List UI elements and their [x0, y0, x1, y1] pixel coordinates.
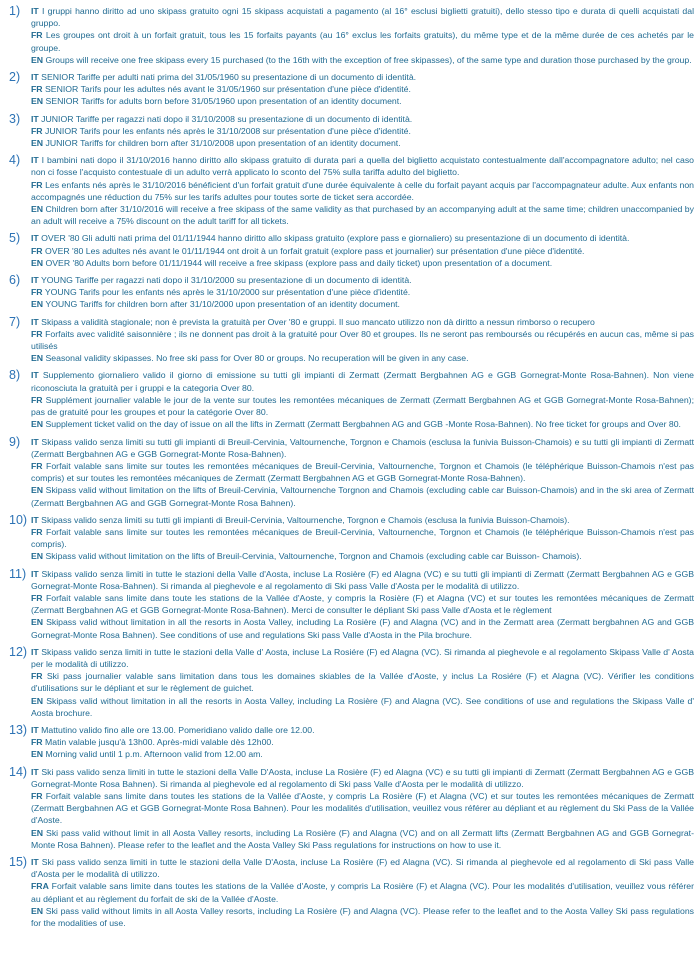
item-content: [31, 514, 695, 563]
lang-label: EN: [31, 353, 44, 364]
item-number: 14): [9, 764, 28, 779]
item-content: [31, 5, 695, 66]
lang-paragraph-it: [31, 316, 694, 328]
lang-paragraph-it: [31, 369, 694, 393]
lang-text: Ski pass valid without limits in all Aosta Valley resorts, including La Rosière (F) and Alagna (VC). Please refer to the leaflet and to the Aosta Valley Ski pass regulations for the modalities of use.: [31, 905, 694, 929]
lang-paragraph-fr: [31, 460, 694, 484]
lang-text: Skipass valido senza limiti in tutte le stazioni della Valle d' Aosta, incluse La Rosiére (F) ed Alagna (VC). Si rimanda al pieghevole e al regolamento Skipass Valle d' Aosta per le modalità di utilizzo.: [31, 646, 694, 669]
lang-paragraph-it: [31, 568, 694, 592]
lang-paragraph-en: [31, 95, 694, 107]
lang-text: Groups will receive one free skipass every 15 purchased (to the 16th with the exception of free skipasses), of the same type and duration those purchased by the group.: [45, 54, 692, 65]
lang-label: IT: [31, 436, 39, 447]
lang-label: FR: [31, 790, 43, 801]
lang-paragraph-en: [31, 827, 694, 851]
lang-label: FR: [31, 394, 43, 405]
lang-label: FR: [31, 125, 43, 136]
lang-paragraph-en: [31, 905, 694, 929]
lang-label: EN: [31, 54, 44, 65]
item-content: [31, 646, 695, 719]
lang-text: Forfait valable sans limite sur toutes les remontées mécaniques de Breuil-Cervinia, Valtournenche, Torgnon et Chamois (le téléphérique Buisson-Chamois n'est pas compris).: [31, 526, 694, 550]
lang-text: Supplément journalier valable le jour de la vente sur toutes les remontées mécaniques de Zermatt (Zermatt Bergbahnen AG et GGB Gornegrat-Monte Rosa-Bahnen); pas de gratuité pour les groupes et pour la catégorie Over 80.: [31, 394, 694, 418]
lang-paragraph-it: [31, 724, 694, 736]
lang-label: FR: [31, 179, 43, 190]
lang-paragraph-en: [31, 54, 694, 66]
list-item: [0, 568, 695, 641]
item-number: 15): [9, 855, 28, 869]
lang-text: Ski pass journalier valable sans limitation dans tous les domaines skiables de la Vallée d'Aoste, y inclus La Rosiére (F) et Alagna (VC). Vérifier les conditions d'utilisations sur le dépliant et sur le règlement de guichet.: [31, 671, 694, 694]
item-number: 5): [9, 231, 21, 246]
lang-text: Supplement ticket valid on the day of issue on all the lifts in Zermatt (Zermatt Bergbahnen AG and GGB -Monte Rosa-Bahnen). No free ticket for groups and Over 80.: [45, 419, 681, 430]
lang-label: EN: [31, 749, 44, 760]
lang-paragraph-it: [31, 71, 694, 83]
lang-text: Skipass valid without limitation on the lifts of Breuil-Cervinia, Valtournenche, Torgnon and Chamois (excluding cable car Buisson- Chamois).: [45, 551, 582, 562]
lang-label: FR: [31, 460, 43, 471]
lang-text: OVER '80 Gli adulti nati prima del 01/11/1944 hanno diritto allo skipass gratuito (explore pass e giornaliero) su presentazione di un documento di identità.: [41, 233, 630, 244]
lang-label: EN: [31, 695, 44, 706]
lang-text: YOUNG Tariffs for children born after 31/10/2000 upon presentation of an identity document.: [45, 299, 400, 310]
item-content: [31, 316, 695, 365]
lang-text: Skipass a validità stagionale; non è prevista la gratuità per Over '80 e gruppi. Il suo mancato utilizzo non dà diritto a nessun rimborso o recupero: [41, 316, 595, 327]
lang-paragraph-fr: [31, 328, 694, 352]
list-item: [0, 154, 695, 227]
item-number: 11): [9, 566, 27, 581]
terms-list: [0, 5, 695, 929]
lang-label: IT: [31, 646, 39, 657]
lang-label: EN: [31, 96, 44, 107]
lang-paragraph-en: [31, 137, 694, 149]
item-number: 7): [9, 314, 21, 329]
lang-label: EN: [31, 138, 44, 149]
item-content: [31, 568, 695, 641]
item-number: 10): [9, 512, 28, 527]
lang-text: Skipass valid without limitation on the lifts of Breuil-Cervinia, Valtournenche Torgnon and Chamois (excluding cable car Buisson-Chamois) and in the ski area of Zermatt (Zermatt Bergbahnen AG and GGB Gornegrat-Monte Rosa Bahnen).: [31, 485, 694, 508]
lang-text: Forfait valable sans limite dans toutes les stations de la Vallée d'Aoste, y compris La Rosière (F) et Alagna (VC) et sur toutes les remontées mécaniques de Zermatt (Zermatt Bergbahnen AG et GGB Gornegrat-Monte Rosa Bahnen). Pour les modalités d'utilisation, veuillez vous référer au dépliant et au règlement du Ski Pass de la Vallée d'Aoste.: [31, 790, 694, 826]
item-content: [31, 766, 695, 851]
lang-paragraph-fr: [31, 83, 694, 95]
lang-label: IT: [31, 155, 39, 166]
item-number: 13): [9, 722, 28, 737]
lang-paragraph-it: [31, 274, 694, 286]
lang-paragraph-it: [31, 113, 694, 125]
lang-label: IT: [31, 857, 39, 867]
lang-text: JUNIOR Tariffe per ragazzi nati dopo il 31/10/2008 su presentazione di un documento di identità.: [41, 113, 413, 124]
list-item: [0, 856, 695, 929]
lang-label: EN: [31, 905, 44, 916]
lang-paragraph-it: [31, 646, 694, 670]
lang-label: EN: [31, 257, 44, 268]
lang-text: OVER '80 Adults born before 01/11/1944 will receive a free skipass (explore pass and daily ticket) upon presentation of a document.: [45, 257, 553, 268]
lang-label: FR: [31, 671, 43, 682]
lang-label: FR: [31, 737, 43, 748]
lang-paragraph-fr: [31, 245, 694, 257]
lang-paragraph-fr: [31, 670, 694, 694]
lang-label: IT: [31, 514, 39, 525]
lang-paragraph-en: [31, 550, 694, 562]
lang-text: Forfait valable sans limite dans toute les stations de la Vallée d'Aoste, y compris la Rosière (F) et Alagna (VC) et sur toutes les remontées mécaniques de Zermatt (Zermatt Bergbahnen AG et GGB Gornegrat-Monte Rosa-Bahnen). Merci de consulter le dépliant Ski pass Valle d'Aosta et le règlement: [31, 592, 694, 616]
item-content: [31, 71, 695, 108]
lang-paragraph-en: [31, 484, 694, 508]
lang-text: OVER '80 Les adultes nés avant le 01/11/1944 ont droit à un forfait gratuit (explore pass et journalier) sur présentation d'une pièce d'identité.: [45, 245, 585, 256]
lang-paragraph-fr: [31, 179, 694, 203]
lang-paragraph-fr: [31, 592, 694, 616]
lang-label: EN: [31, 551, 44, 562]
lang-label: FRA: [31, 881, 49, 892]
item-number: 9): [9, 434, 21, 449]
item-content: [31, 154, 695, 227]
lang-paragraph-fr: [31, 286, 694, 298]
lang-text: Mattutino valido fino alle ore 13.00. Pomeridiano valido dalle ore 12.00.: [41, 724, 315, 735]
lang-paragraph-en: [31, 695, 694, 719]
lang-label: IT: [31, 724, 39, 735]
item-number: 6): [9, 273, 21, 288]
lang-text: Ski pass valid without limit in all Aosta Valley resorts, including La Rosière (F) and Alagna (VC) and on all Zermatt lifts (Zermatt Bergbahnen AG and GGB Gornegrat-Monte Rosa Bahnen). Please refer to the leaflet and the Aosta Valley Ski Pass regulations for instructions on how to use it.: [31, 827, 694, 850]
lang-label: IT: [31, 766, 39, 777]
list-item: [0, 232, 695, 269]
lang-paragraph-it: [31, 232, 694, 244]
lang-text: SENIOR Tarifs pour les adultes nés avant le 31/05/1960 sur présentation d'une pièce d'identité.: [45, 84, 411, 95]
lang-text: YOUNG Tarifs pour les enfants nés après le 31/10/2000 sur présentation d'une pièce d'identité.: [44, 287, 411, 298]
item-content: [31, 369, 695, 430]
lang-text: Skipass valido senza limiti su tutti gli impianti di Breuil-Cervinia, Valtournenche, Torgnon e Chamois (esclusa la funivia Buisson-Chamois).: [41, 514, 570, 525]
lang-label: EN: [31, 827, 44, 838]
lang-paragraph-fr: [31, 790, 694, 827]
lang-text: Ski pass valido senza limiti in tutte le stazioni della Valle D'Aosta, incluse La Rosière (F) ed Alagna (VC) e su tutti gli impianti di Zermatt (Zermatt Bergbahnen AG e GGB Gornegrat-Monte Rosa Bahnen). Si rimanda al pieghevole ed al regolamento di Ski pass Valle d'Aosta per le modalità di utilizzo.: [31, 766, 694, 789]
lang-text: YOUNG Tariffe per ragazzi nati dopo il 31/10/2000 su presentazione di un documento di identità.: [41, 275, 412, 286]
lang-paragraph-it: [31, 856, 694, 880]
lang-paragraph-fr: [31, 125, 694, 137]
lang-paragraph-it: [31, 766, 694, 790]
item-content: [31, 113, 695, 150]
lang-text: Skipass valido senza limiti su tutti gli impianti di Breuil-Cervinia, Valtournenche, Torgnon e Chamois (esclusa la funivia Buisson-Chamois) e su tutti gli impianti di Zermatt (Zermatt Bergbahnen AG e GGB Gornegrat-Monte Rosa-Bahnen).: [31, 436, 694, 459]
lang-paragraph-it: [31, 5, 694, 29]
lang-label: FR: [31, 526, 43, 537]
lang-label: IT: [31, 370, 39, 381]
lang-label: FR: [31, 328, 43, 339]
list-item: [0, 316, 695, 365]
lang-paragraph-fr: [31, 736, 694, 748]
list-item: [0, 71, 695, 108]
lang-paragraph-en: [31, 418, 694, 430]
lang-label: FR: [31, 84, 43, 95]
lang-text: SENIOR Tariffe per adulti nati prima del 31/05/1960 su presentazione di un documento di identità.: [41, 72, 417, 83]
item-number: 4): [9, 153, 21, 168]
item-number: 1): [9, 4, 21, 18]
lang-paragraph-fr: [31, 526, 694, 550]
lang-paragraph-fra: [31, 880, 694, 904]
lang-label: IT: [31, 72, 39, 83]
lang-text: Les enfants nés après le 31/10/2016 bénéficient d'un forfait gratuit d'une durée équivalente à celle du forfait payant acquis par l'accompagnateur adulte. Aux enfants non accompagnés une réduction du 75% sur les tarifs adultes pour toutes sorte de ticket sera accordée.: [31, 179, 694, 202]
lang-label: EN: [31, 204, 44, 215]
list-item: [0, 766, 695, 851]
lang-paragraph-fr: [31, 29, 694, 53]
lang-paragraph-fr: [31, 394, 694, 418]
lang-paragraph-en: [31, 616, 694, 640]
item-content: [31, 856, 695, 929]
lang-text: Ski pass valido senza limiti in tutte le stazioni della Valle D'Aosta, incluse La Rosière (F) ed Alagna (VC). Si rimanda al pieghevole ed al regolamento di Ski pass Valle d'Aosta per le modalità di utilizzo.: [31, 857, 694, 880]
lang-text: Forfait valable sans limite dans toutes les stations de la Vallée d'Aoste, y compris La Rosière (F) et Alagna (VC). Pour les modalités d'utilisation, veuillez vous référer au dépliant et au règlement du forfait de ski de la Vallée d'Aoste.: [31, 881, 695, 904]
lang-text: Skipass valid without limitation in all the resorts in Aosta Valley, including La Rosière (F) and Alagna (VC). See conditions of use and regulations the Skipass Valle d' Aosta brochure.: [31, 695, 695, 718]
item-content: [31, 274, 695, 311]
lang-text: Supplemento giornaliero valido il giorno di emissione su tutti gli impianti di Zermatt (Zermatt Bergbahnen AG e GGB Gornegrat-Monte Rosa-Bahnen). Non viene riconosciuta la gratuità per i gruppi e la categoria Over 80.: [31, 370, 695, 393]
lang-paragraph-it: [31, 436, 694, 460]
item-number: 12): [9, 644, 28, 659]
item-number: 3): [9, 111, 21, 126]
item-number: 2): [9, 70, 21, 85]
lang-text: I gruppi hanno diritto ad uno skipass gratuito ogni 15 skipass acquistati a pagamento (al 16° esclusi biglietti gratuiti), dello stesso tipo e durata di quelli acquistati dal gruppo.: [31, 6, 695, 29]
lang-label: IT: [31, 316, 39, 327]
lang-label: IT: [31, 568, 39, 579]
lang-text: Les groupes ont droit à un forfait gratuit, tous les 15 forfaits payants (au 16° exclus les forfaits gratuits), du même type et de la même durée de ces achetés par le groupe.: [31, 30, 694, 53]
list-item: [0, 724, 695, 761]
item-content: [31, 436, 695, 509]
lang-text: JUNIOR Tariffs for children born after 31/10/2008 upon presentation of an identity document.: [45, 138, 401, 149]
lang-text: Seasonal validity skipasses. No free ski pass for Over 80 or groups. No recuperation will be given in any case.: [45, 353, 469, 364]
lang-label: FR: [31, 287, 43, 298]
item-number: 8): [9, 368, 21, 383]
lang-paragraph-it: [31, 514, 694, 526]
lang-text: I bambini nati dopo il 31/10/2016 hanno diritto allo skipass gratuito di durata pari a quella del biglietto acquistato contestualmente dall'accompagnatore adulto; nel caso non ci fosse l'acquisto contestuale di un adulto verrà applicato lo sconto del 75% sulla tariffa adulto del biglietto.: [31, 155, 695, 178]
lang-label: IT: [31, 113, 39, 124]
lang-label: EN: [31, 299, 44, 310]
list-item: [0, 514, 695, 563]
lang-label: EN: [31, 485, 44, 496]
lang-label: FR: [31, 30, 43, 41]
lang-text: JUNIOR Tarifs pour les enfants nés après le 31/10/2008 sur présentation d'une pièce d'identité.: [45, 125, 411, 136]
lang-text: Skipass valido senza limiti in tutte le stazioni della Valle d'Aosta, incluse La Rosière (F) ed Alagna (VC) e su tutti gli impianti di Zermatt (Zermatt Bergbahnen AG e GGB Gornegrat-Monte Rosa-Bahnen). Si rimanda al pieghevole e al regolamento di Ski pass Valle d'Aosta per le modalità di utilizzo.: [31, 568, 695, 591]
list-item: [0, 274, 695, 311]
lang-text: Forfait valable sans limite sur toutes les remontées mécaniques de Breuil-Cervinia, Valtournenche, Torgnon et Chamois (le téléphérique Buisson-Chamois n'est pas compris) et sur toutes les remontées mécaniques de Zermatt (Zermatt Bergbahnen AG et GGB Gornegrat-Monte Rosa-Bahnen).: [31, 460, 694, 484]
lang-text: Morning valid until 1 p.m. Afternoon valid from 12.00 am.: [45, 749, 263, 760]
list-item: [0, 369, 695, 430]
lang-label: FR: [31, 592, 43, 603]
lang-text: Children born after 31/10/2016 will receive a free skipass of the same validity as that purchased by an accompanying adult at the same time; children unaccompanied by an adult will receive a 75% discount on the adult tariff for all tickets.: [31, 204, 694, 227]
list-item: [0, 646, 695, 719]
lang-text: SENIOR Tariffs for adults born before 31/05/1960 upon presentation of an identity document.: [45, 96, 402, 107]
lang-paragraph-en: [31, 298, 694, 310]
item-content: [31, 232, 695, 269]
lang-text: Matin valable jusqu'à 13h00. Après-midi valable dès 12h00.: [45, 737, 274, 748]
lang-text: Forfaits avec validité saisonnière ; ils ne donnent pas droit à la gratuité pour Over 80 et groupes. Ils ne seront pas remboursés ou récupérés en aucun cas, même si pas utilisés: [31, 328, 694, 352]
lang-paragraph-it: [31, 154, 694, 178]
lang-paragraph-en: [31, 257, 694, 269]
lang-label: EN: [31, 419, 44, 430]
lang-paragraph-en: [31, 203, 694, 227]
item-content: [31, 724, 695, 761]
lang-text: Skipass valid without limitation in all the resorts in Aosta Valley, including La Rosière (F) and Alagna (VC) and in the Zermatt area (Zermatt bergbahnen AG and GGB Gornegrat-Monte Rosa Bahnen). See conditions of use and regulations Ski pass Valle d'Aosta in the Pila brochure.: [31, 617, 694, 640]
list-item: [0, 113, 695, 150]
lang-label: IT: [31, 233, 39, 244]
lang-label: FR: [31, 245, 43, 256]
lang-paragraph-en: [31, 352, 694, 364]
lang-label: IT: [31, 6, 39, 16]
lang-label: IT: [31, 275, 39, 286]
list-item: [0, 5, 695, 66]
lang-label: EN: [31, 617, 44, 628]
lang-paragraph-en: [31, 748, 694, 760]
list-item: [0, 436, 695, 509]
